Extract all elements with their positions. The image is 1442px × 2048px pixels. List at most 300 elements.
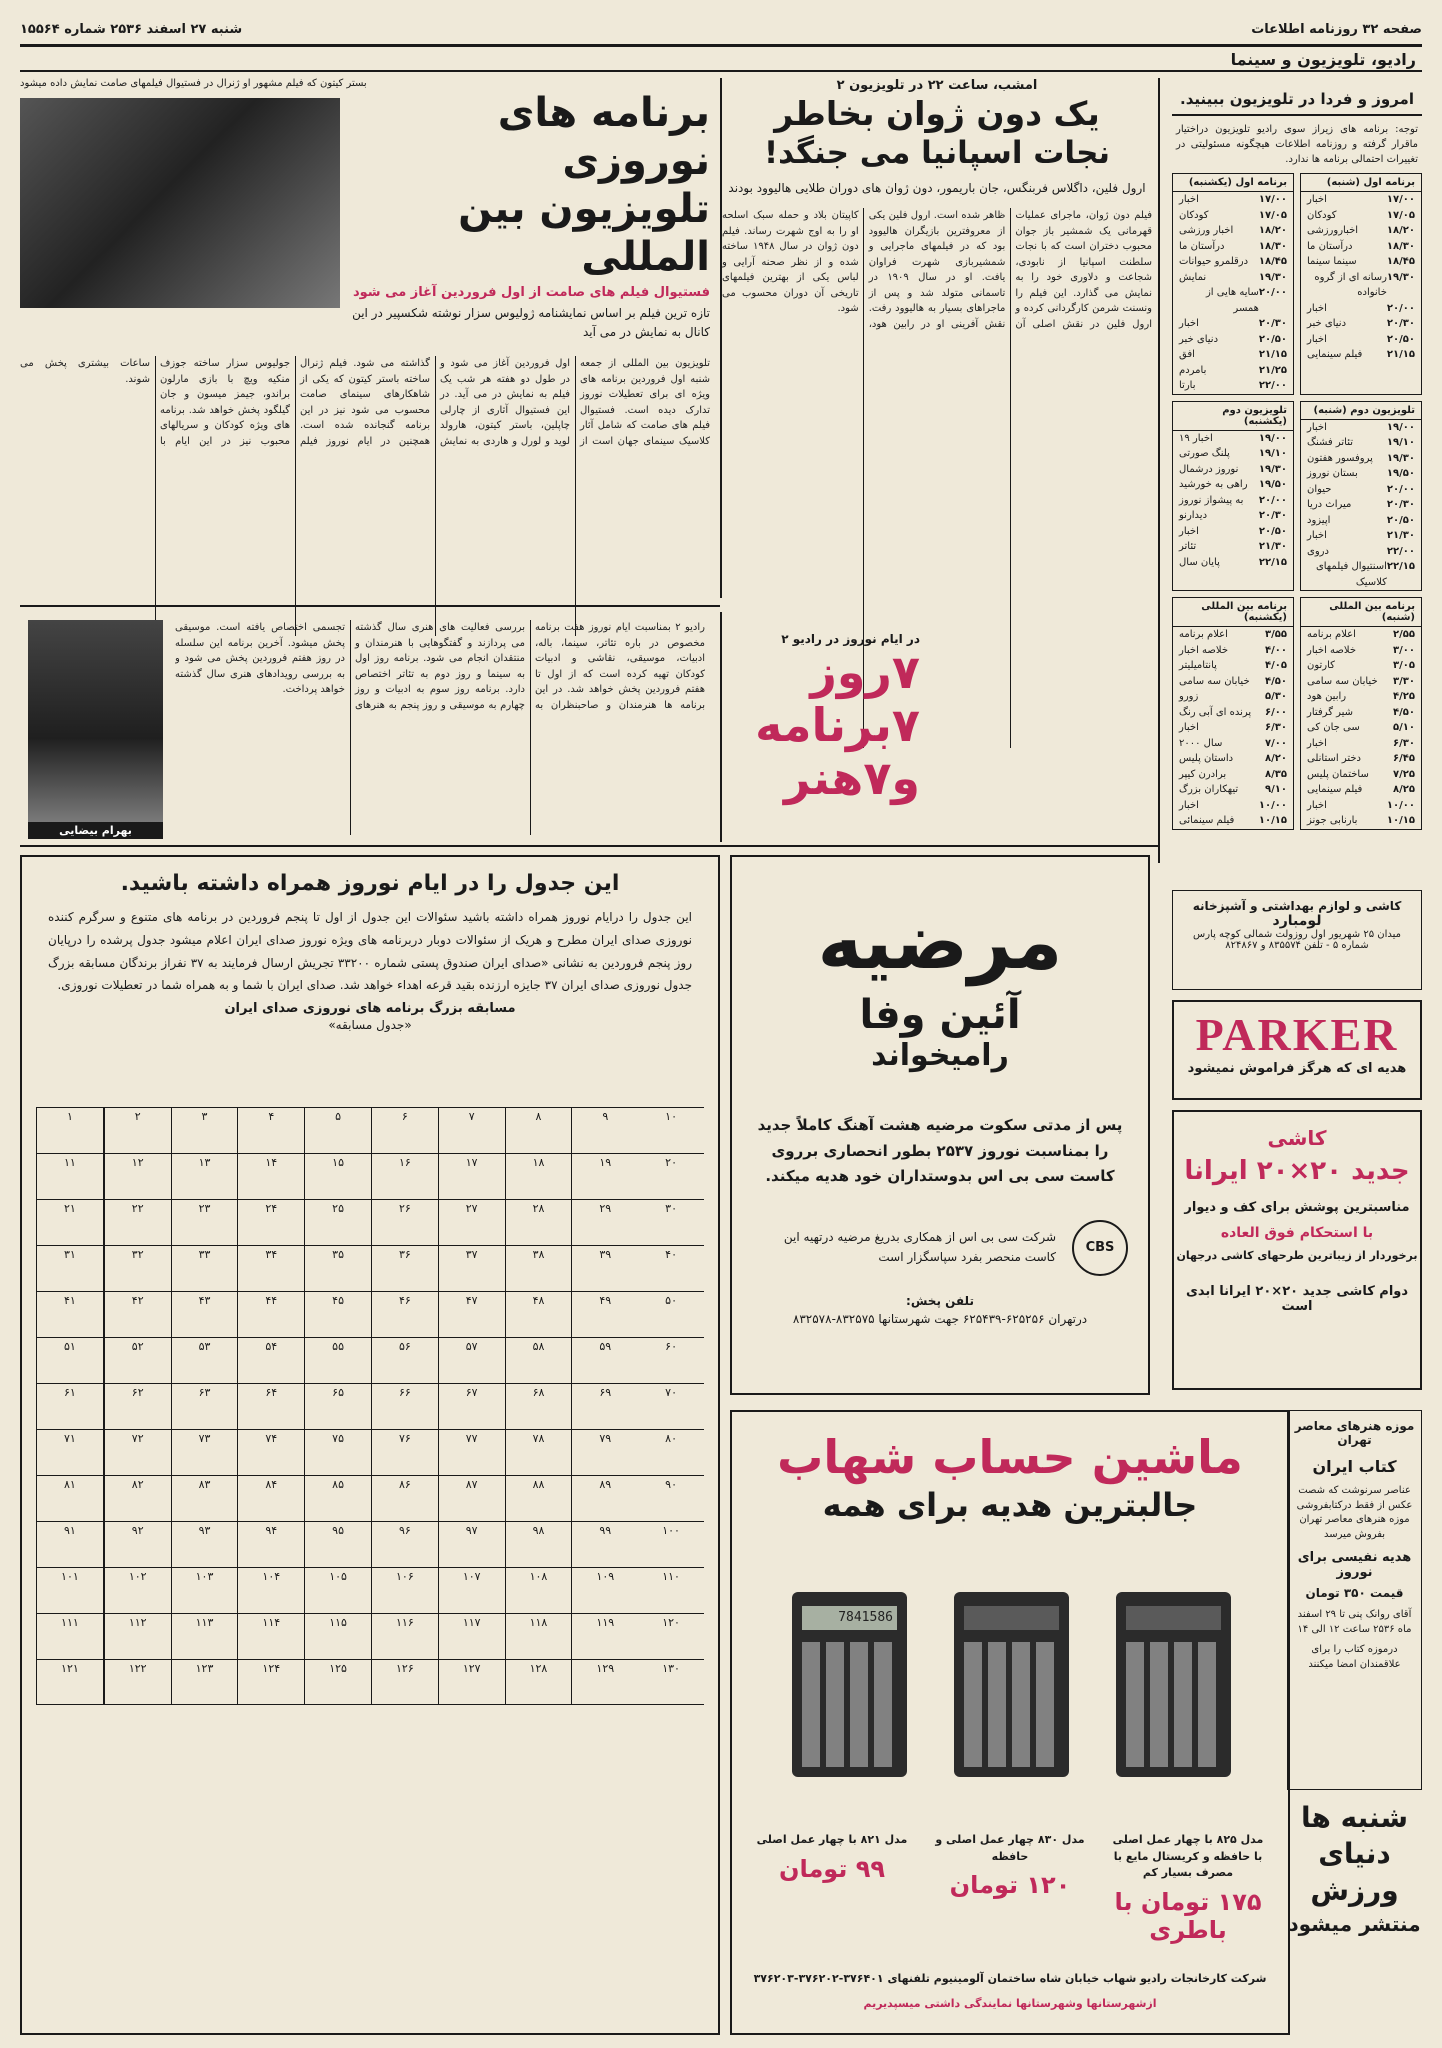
- puzzle-cell[interactable]: ۹۳: [171, 1522, 238, 1567]
- schedule-time: ۹/۱۰: [1265, 784, 1287, 795]
- nowruz-puzzle: [20, 855, 720, 2035]
- schedule-row: [1301, 705, 1421, 721]
- schedule-row: [1301, 497, 1421, 513]
- puzzle-cell[interactable]: ۸۱: [36, 1476, 104, 1521]
- puzzle-body: این جدول را درایام نوروز همراه داشته باشید سئوالات این جدول از اول تا پنجم فروردین در برنامه های متنوع و سرگرم کننده نوروزی صدای ایران مطرح و هریک از سئوالات دوبار دربرنامه های ویژه نوروز صدای ایران اعلام میشود جدول پرشده را درپایان روز پنجم فروردین به نشانی «صدای ایران صندوق پستی شماره ۳۳۲۰۰ تجریش ارسال فرمایند به ۳۷ نفراز برندگان مسابقه بزرگ جدول نوروزی صدای ایران ۳۷ جایزه ارزنده بقید قرعه اهداء خواهد شد. صدای ایران با شما و به همراه شما در تعطیلات نوروزی.: [48, 910, 693, 993]
- puzzle-cell[interactable]: ۳۸: [505, 1246, 572, 1291]
- ad-marzieh-name: مرضیه: [817, 897, 1063, 986]
- intl-subheadline-1: فستیوال فیلم های صامت از اول فروردین آغاز می شود: [352, 285, 710, 300]
- schedule-row: [1173, 208, 1293, 224]
- puzzle-cell[interactable]: ۲۶: [371, 1200, 438, 1245]
- schedule-row: [1301, 420, 1421, 436]
- schedule-row: [1173, 736, 1293, 752]
- schedule-time: ۲۱/۱۵: [1258, 349, 1287, 360]
- schedule-row: [1301, 208, 1421, 224]
- ad-irana-tile: [1172, 1110, 1422, 1390]
- ad-tile-line1: مناسبترین پوشش برای کف و دیوار: [1184, 1200, 1410, 1215]
- schedule-show: اخبار: [1307, 302, 1327, 314]
- puzzle-cell[interactable]: ۶۹: [571, 1384, 638, 1429]
- puzzle-cell[interactable]: ۸۴: [237, 1476, 304, 1521]
- puzzle-cell[interactable]: ۴۱: [36, 1292, 104, 1337]
- puzzle-cell[interactable]: ۸۸: [505, 1476, 572, 1521]
- schedule-show: شیر گرفتار: [1307, 706, 1354, 718]
- puzzle-cell[interactable]: ۷۴: [237, 1430, 304, 1475]
- schedule-show: اخبار: [1179, 318, 1199, 329]
- schedule-time: ۴/۵۰: [1393, 706, 1415, 718]
- schedule-time: ۱۷/۰۵: [1386, 209, 1415, 221]
- puzzle-cell[interactable]: ۷۲: [104, 1430, 171, 1475]
- puzzle-cell[interactable]: ۱۲۰: [662, 1616, 680, 1629]
- schedule-row: [1173, 767, 1293, 783]
- puzzle-cell[interactable]: ۹: [571, 1108, 638, 1153]
- schedule-row: [1301, 301, 1421, 317]
- puzzle-cell[interactable]: ۹۸: [505, 1522, 572, 1567]
- issue-date: شنبه ۲۷ اسفند ۲۵۳۶ شماره ۱۵۵۶۴: [20, 22, 243, 37]
- schedule-time: ۸/۳۵: [1265, 768, 1287, 780]
- schedule-show: بارتا: [1179, 380, 1196, 391]
- puzzle-cell[interactable]: ۷۱: [36, 1430, 104, 1475]
- ad-marzieh-phones-label: تلفن پخش:: [906, 1293, 974, 1308]
- schedule-show: دنیای خبر: [1179, 333, 1219, 345]
- puzzle-cell[interactable]: ۱۲: [104, 1154, 171, 1199]
- puzzle-cell[interactable]: ۴۳: [171, 1292, 238, 1337]
- puzzle-cell[interactable]: ۹۷: [438, 1522, 505, 1567]
- movie-headline-1: یک دون ژوان بخاطر: [774, 94, 1100, 133]
- puzzle-cell[interactable]: ۶۵: [304, 1384, 371, 1429]
- schedule-row: [1301, 751, 1421, 767]
- puzzle-cell[interactable]: ۴: [237, 1108, 304, 1153]
- puzzle-cell[interactable]: ۲۵: [304, 1200, 371, 1245]
- puzzle-cell[interactable]: ۳: [171, 1108, 238, 1153]
- schedule-time: ۱۸/۲۰: [1386, 225, 1415, 236]
- schedule-time: ۲۰/۰۰: [1258, 494, 1287, 506]
- schedule-box-title: برنامه بین المللی (شنبه): [1301, 598, 1421, 627]
- puzzle-cell[interactable]: ۳۹: [571, 1246, 638, 1291]
- puzzle-cell[interactable]: ۱۲۲: [104, 1660, 171, 1704]
- puzzle-cell[interactable]: ۴۲: [104, 1292, 171, 1337]
- puzzle-cell[interactable]: ۱۲۵: [304, 1660, 371, 1704]
- puzzle-cell[interactable]: ۲۴: [237, 1200, 304, 1245]
- puzzle-cell[interactable]: ۳۰: [665, 1202, 677, 1215]
- puzzle-cell[interactable]: ۲۸: [505, 1200, 572, 1245]
- schedule-note: توجه: برنامه های زیراز سوی رادیو تلویزیون دراختیار ماقرار گرفته و روزنامه اطلاعات هیچگونه مسئولیتی در تغییرات احتمالی برنامه ها ندارد.: [1176, 124, 1418, 165]
- schedule-show: نمایش: [1179, 271, 1207, 283]
- puzzle-cell[interactable]: ۶: [371, 1108, 438, 1153]
- puzzle-cell[interactable]: ۵: [304, 1108, 371, 1153]
- puzzle-cell[interactable]: ۶۳: [171, 1384, 238, 1429]
- puzzle-cell[interactable]: ۷۷: [438, 1430, 505, 1475]
- puzzle-cell[interactable]: ۹۴: [237, 1522, 304, 1567]
- ad-lombard-phones: شماره ۵ - تلفن ۸۳۵۵۷۴ و ۸۲۴۸۶۷: [1225, 940, 1369, 951]
- puzzle-cell[interactable]: ۶۸: [505, 1384, 572, 1429]
- puzzle-footer-sub: «جدول مسابقه»: [328, 1018, 412, 1033]
- schedule-row: [1301, 347, 1421, 363]
- schedule-time: ۱۸/۳۰: [1258, 240, 1287, 252]
- puzzle-row: [36, 1291, 704, 1337]
- ad-tile-line2: با استحکام فوق العاده: [1220, 1225, 1374, 1241]
- puzzle-cell[interactable]: ۴۸: [505, 1292, 572, 1337]
- calc-keypad: [1126, 1642, 1221, 1767]
- schedule-time: ۱۷/۰۰: [1258, 194, 1287, 205]
- schedule-row: [1173, 446, 1293, 462]
- schedule-row: [1301, 798, 1421, 814]
- puzzle-cell[interactable]: ۱۵: [304, 1154, 371, 1199]
- puzzle-cell[interactable]: ۱۰۵: [304, 1568, 371, 1613]
- schedule-row: [1173, 813, 1293, 829]
- puzzle-cell[interactable]: ۷۹: [571, 1430, 638, 1475]
- schedule-row: [1173, 751, 1293, 767]
- puzzle-cell[interactable]: ۷۸: [505, 1430, 572, 1475]
- schedule-show: کارتون: [1307, 660, 1335, 671]
- puzzle-cell[interactable]: ۱۰: [665, 1110, 677, 1123]
- schedule-time: ۲۰/۳۰: [1258, 510, 1287, 521]
- schedule-row: [1301, 627, 1421, 643]
- schedule-row: [1301, 316, 1421, 332]
- parker-logo: PARKER: [1195, 1009, 1399, 1060]
- schedule-box: [1172, 401, 1294, 592]
- schedule-time: ۲۱/۲۵: [1258, 364, 1287, 376]
- schedule-show: زورو: [1179, 691, 1199, 702]
- intl-subheadline-2: تازه ترین فیلم بر اساس نمایشنامه ژولیوس سزار نوشته شکسپیر در این کانال به نمایش در می آید: [352, 306, 710, 340]
- puzzle-cell[interactable]: ۱۲۷: [438, 1660, 505, 1704]
- puzzle-cell[interactable]: ۱۱۴: [237, 1614, 304, 1659]
- schedule-time: ۲۰/۳۰: [1386, 318, 1415, 329]
- schedule-time: ۳/۰۰: [1393, 644, 1415, 656]
- schedule-row: [1301, 689, 1421, 705]
- schedule-time: ۱۰/۱۵: [1386, 815, 1415, 826]
- puzzle-cell[interactable]: ۵۴: [237, 1338, 304, 1383]
- intl-headline-2: تلویزیون بین المللی: [458, 186, 710, 280]
- puzzle-row: [36, 1153, 704, 1199]
- puzzle-cell[interactable]: ۳۴: [237, 1246, 304, 1291]
- puzzle-cell[interactable]: ۱۲۱: [36, 1660, 104, 1704]
- schedule-row: [1173, 378, 1293, 394]
- schedule-time: ۱۹/۳۰: [1386, 452, 1415, 464]
- puzzle-cell[interactable]: ۸۶: [371, 1476, 438, 1521]
- schedule-time: ۵/۳۰: [1265, 691, 1287, 702]
- puzzle-cell[interactable]: ۹۶: [371, 1522, 438, 1567]
- schedule-row: [1301, 559, 1421, 590]
- puzzle-cell[interactable]: ۵۲: [104, 1338, 171, 1383]
- schedule-row: [1301, 223, 1421, 239]
- schedule-heading: امروز و فردا در تلویزیون ببینید.: [1172, 84, 1422, 116]
- puzzle-cell[interactable]: ۱۲۸: [505, 1660, 572, 1704]
- ad-lombard-title: کاشی و لوازم بهداشتی و آشپزخانه: [1192, 899, 1402, 913]
- puzzle-cell[interactable]: ۵۱: [36, 1338, 104, 1383]
- schedule-time: ۳/۰۵: [1393, 660, 1415, 671]
- ad-calc-head1: ماشین حساب شهاب: [777, 1430, 1243, 1484]
- puzzle-cell[interactable]: ۱۲۶: [371, 1660, 438, 1704]
- schedule-row: [1301, 239, 1421, 255]
- schedule-time: ۱۰/۱۵: [1258, 815, 1287, 826]
- ad-parker: [1172, 1000, 1422, 1100]
- schedule-show: فیلم سینمایی: [1307, 349, 1363, 360]
- schedule-row: [1173, 347, 1293, 363]
- calc-model-price: ۹۹ تومان: [778, 1854, 886, 1883]
- schedule-time: ۱۹/۰۰: [1386, 421, 1415, 433]
- puzzle-cell[interactable]: ۱۱۸: [505, 1614, 572, 1659]
- schedule-time: ۲۰/۰۰: [1386, 483, 1415, 495]
- schedule-time: ۵/۱۰: [1393, 722, 1415, 733]
- schedule-time: ۱۹/۵۰: [1386, 468, 1415, 479]
- puzzle-cell[interactable]: ۱۱۱: [36, 1614, 104, 1659]
- puzzle-cell[interactable]: ۹۲: [104, 1522, 171, 1567]
- section-title: رادیو، تلویزیون و سینما: [1230, 50, 1416, 69]
- puzzle-cell[interactable]: ۲۷: [438, 1200, 505, 1245]
- puzzle-cell[interactable]: ۱۲۹: [571, 1660, 638, 1704]
- schedule-show: دروی: [1307, 545, 1329, 557]
- schedule-show: اخبار: [1307, 737, 1327, 749]
- schedule-row: [1173, 493, 1293, 509]
- schedule-show: کودکان: [1179, 209, 1209, 221]
- ad-lombard: [1172, 890, 1422, 990]
- column-divider: [1158, 78, 1160, 863]
- schedule-time: ۱۰/۰۰: [1386, 799, 1415, 811]
- ad-marzieh: [730, 855, 1150, 1395]
- ad-marzieh-line1: آئین وفا: [859, 992, 1021, 1038]
- puzzle-cell[interactable]: ۱۱۳: [171, 1614, 238, 1659]
- schedule-show: پرنده ای آبی رنگ: [1179, 706, 1252, 718]
- puzzle-row: [36, 1521, 704, 1567]
- puzzle-cell[interactable]: ۱۰۲: [104, 1568, 171, 1613]
- schedule-show: تئاتر فشنگ: [1307, 437, 1353, 448]
- schedule-time: ۶/۴۵: [1393, 753, 1415, 764]
- puzzle-cell[interactable]: ۵۶: [371, 1338, 438, 1383]
- schedule-row: [1173, 508, 1293, 524]
- puzzle-cell[interactable]: ۱۰۹: [571, 1568, 638, 1613]
- puzzle-cell[interactable]: ۱۰۶: [371, 1568, 438, 1613]
- schedule-row: [1173, 705, 1293, 721]
- puzzle-cell[interactable]: ۶۰: [665, 1340, 677, 1353]
- puzzle-cell[interactable]: ۴۷: [438, 1292, 505, 1337]
- schedule-show: سینما سینما: [1307, 256, 1357, 267]
- schedule-row: [1173, 689, 1293, 705]
- puzzle-grid[interactable]: [36, 1107, 704, 1705]
- schedule-show: داستان پلیس: [1179, 753, 1234, 764]
- ad-sport-line2: دنیای: [1318, 1837, 1391, 1871]
- schedule-time: ۲۰/۵۰: [1258, 525, 1287, 537]
- puzzle-cell[interactable]: ۳۱: [36, 1246, 104, 1291]
- puzzle-cell[interactable]: ۱۱۷: [438, 1614, 505, 1659]
- puzzle-cell[interactable]: ۲: [104, 1108, 171, 1153]
- puzzle-cell[interactable]: ۵۸: [505, 1338, 572, 1383]
- ad-museum: [1287, 1410, 1422, 1790]
- ad-lombard-brand: لومبارد: [1272, 913, 1322, 929]
- puzzle-cell[interactable]: ۶۴: [237, 1384, 304, 1429]
- puzzle-cell[interactable]: ۸۰: [665, 1432, 677, 1445]
- schedule-show: رسانه ای از گروه خانواده: [1314, 271, 1387, 298]
- ad-sport-line1: شنبه ها: [1300, 1801, 1409, 1834]
- ad-calc-footer2: ازشهرستانها وشهرستانها نمایندگی داشتی میسپدیریم: [863, 1997, 1157, 2010]
- puzzle-cell[interactable]: ۲۰: [665, 1156, 677, 1169]
- puzzle-cell[interactable]: ۱۱۶: [371, 1614, 438, 1659]
- schedule-show: به پیشواز نوروز: [1179, 494, 1244, 506]
- puzzle-cell[interactable]: ۱۲۳: [171, 1660, 238, 1704]
- schedule-show: حیوان: [1307, 483, 1332, 495]
- radio-line-1: ۷روز: [810, 645, 920, 699]
- puzzle-cell[interactable]: ۱۶: [371, 1154, 438, 1199]
- puzzle-cell[interactable]: ۲۱: [36, 1200, 104, 1245]
- ad-museum-book: کتاب ایران: [1312, 1457, 1397, 1476]
- schedule-time: ۶/۳۰: [1265, 722, 1287, 733]
- puzzle-cell[interactable]: ۱: [36, 1108, 104, 1153]
- puzzle-cell[interactable]: ۴۴: [237, 1292, 304, 1337]
- puzzle-cell[interactable]: ۱۲۴: [237, 1660, 304, 1704]
- schedule-show: اخبار: [1179, 799, 1199, 811]
- puzzle-cell[interactable]: ۸: [505, 1108, 572, 1153]
- schedule-show: پلنگ صورتی: [1179, 448, 1230, 459]
- puzzle-cell[interactable]: ۲۲: [104, 1200, 171, 1245]
- puzzle-footer: مسابقه بزرگ برنامه های نوروزی صدای ایران: [224, 1001, 516, 1017]
- puzzle-cell[interactable]: ۴۵: [304, 1292, 371, 1337]
- schedule-show: دختر استانلی: [1307, 753, 1361, 764]
- calculator-830-icon: [954, 1592, 1069, 1777]
- schedule-row: [1301, 782, 1421, 798]
- schedule-row: [1173, 192, 1293, 208]
- ad-sport-line4: منتشر میشود: [1288, 1912, 1421, 1937]
- schedule-time: ۴/۰۰: [1265, 644, 1287, 656]
- puzzle-cell[interactable]: ۶۶: [371, 1384, 438, 1429]
- schedule-show: خلاصه اخبار: [1179, 644, 1229, 656]
- puzzle-cell[interactable]: ۸۲: [104, 1476, 171, 1521]
- ad-marzieh-company: شرکت سی بی اس از همکاری بدریغ مرضیه درتهیه این کاست منحصر بفرد سپاسگزار است: [783, 1230, 1056, 1264]
- puzzle-cell[interactable]: ۱۷: [438, 1154, 505, 1199]
- puzzle-row: [36, 1245, 704, 1291]
- schedule-time: ۱۹/۳۰: [1386, 271, 1415, 283]
- ad-calc-head2: جالبترین هدیه برای همه: [822, 1486, 1198, 1524]
- puzzle-cell[interactable]: ۱۸: [505, 1154, 572, 1199]
- schedule-box-title: برنامه اول (یکشنبه): [1173, 174, 1293, 192]
- puzzle-cell[interactable]: ۷۳: [171, 1430, 238, 1475]
- schedule-show: اعلام برنامه: [1307, 629, 1356, 640]
- calculator-825-icon: [792, 1592, 907, 1777]
- puzzle-cell[interactable]: ۱۴: [237, 1154, 304, 1199]
- puzzle-cell[interactable]: ۱۹: [571, 1154, 638, 1199]
- puzzle-cell[interactable]: ۱۱۰: [662, 1570, 680, 1583]
- schedule-show: فیلم سینمایی: [1307, 784, 1363, 795]
- schedule-time: ۴/۰۵: [1265, 660, 1287, 671]
- puzzle-cell[interactable]: ۸۷: [438, 1476, 505, 1521]
- ad-museum-gift: هدیه نفیسی برای نوروز: [1297, 1550, 1412, 1580]
- schedule-row: [1301, 767, 1421, 783]
- puzzle-cell[interactable]: ۵۳: [171, 1338, 238, 1383]
- puzzle-cell[interactable]: ۷۵: [304, 1430, 371, 1475]
- schedule-time: ۱۹/۰۰: [1258, 432, 1287, 444]
- puzzle-cell[interactable]: ۵۵: [304, 1338, 371, 1383]
- puzzle-cell[interactable]: ۵۰: [665, 1294, 677, 1307]
- puzzle-cell[interactable]: ۷۰: [665, 1386, 677, 1399]
- puzzle-cell[interactable]: ۱۱: [36, 1154, 104, 1199]
- puzzle-cell[interactable]: ۴۹: [571, 1292, 638, 1337]
- puzzle-row: [36, 1567, 704, 1613]
- puzzle-cell[interactable]: ۵۷: [438, 1338, 505, 1383]
- schedule-time: ۱۹/۳۰: [1258, 271, 1287, 283]
- puzzle-cell[interactable]: ۷۶: [371, 1430, 438, 1475]
- puzzle-cell[interactable]: ۱۰۱: [36, 1568, 104, 1613]
- schedule-row: [1301, 254, 1421, 270]
- schedule-show: پروفسور هفتون: [1307, 452, 1373, 464]
- puzzle-cell[interactable]: ۱۰۴: [237, 1568, 304, 1613]
- schedule-time: ۳/۳۰: [1393, 675, 1415, 687]
- puzzle-cell[interactable]: ۱۰۸: [505, 1568, 572, 1613]
- puzzle-cell[interactable]: ۳۳: [171, 1246, 238, 1291]
- puzzle-cell[interactable]: ۳۲: [104, 1246, 171, 1291]
- puzzle-cell[interactable]: ۶۲: [104, 1384, 171, 1429]
- schedule-time: ۳/۵۵: [1265, 629, 1287, 640]
- puzzle-cell[interactable]: ۳۷: [438, 1246, 505, 1291]
- schedule-show: کودکان: [1307, 209, 1337, 221]
- puzzle-cell[interactable]: ۳۶: [371, 1246, 438, 1291]
- puzzle-cell[interactable]: ۴۰: [665, 1248, 677, 1261]
- schedule-show: اخبار: [1307, 530, 1327, 541]
- puzzle-cell[interactable]: ۶۷: [438, 1384, 505, 1429]
- puzzle-cell[interactable]: ۱۰۳: [171, 1568, 238, 1613]
- puzzle-cell[interactable]: ۷: [438, 1108, 505, 1153]
- puzzle-cell[interactable]: ۹۱: [36, 1522, 104, 1567]
- schedule-row: [1173, 524, 1293, 540]
- puzzle-cell[interactable]: ۶۱: [36, 1384, 104, 1429]
- calc-model-price: ۱۷۵ تومان با باطری: [1114, 1887, 1262, 1944]
- schedule-show: دیدارنو: [1179, 510, 1208, 521]
- schedule-time: ۱۹/۱۰: [1258, 448, 1287, 459]
- puzzle-cell[interactable]: ۹۰: [665, 1478, 677, 1491]
- puzzle-cell[interactable]: ۹۹: [571, 1522, 638, 1567]
- schedule-row: [1301, 466, 1421, 482]
- schedule-time: ۲۰/۵۰: [1386, 514, 1415, 526]
- puzzle-cell[interactable]: ۱۳۰: [662, 1662, 680, 1675]
- schedule-row: [1173, 363, 1293, 379]
- schedule-show: اخبار: [1307, 333, 1327, 345]
- schedule-box-title: تلویزیون دوم (شنبه): [1301, 402, 1421, 420]
- ad-tile-line3: برخوردار از زیباترین طرحهای کاشی درجهان: [1176, 1249, 1418, 1262]
- puzzle-cell[interactable]: ۱۳: [171, 1154, 238, 1199]
- puzzle-cell[interactable]: ۸۹: [571, 1476, 638, 1521]
- puzzle-cell[interactable]: ۱۰۷: [438, 1568, 505, 1613]
- schedule-show: اخبار: [1179, 194, 1199, 205]
- schedule-row: [1173, 462, 1293, 478]
- puzzle-cell[interactable]: ۱۱۲: [104, 1614, 171, 1659]
- movie-body: فیلم دون ژوان، ماجرای عملیات قهرمانی یک شمشیر باز جوان محبوب دختران است که با نجات سلطنت اسپانیا از نابودی، شجاعت و دلاوری خود را به نمایش می گذارد. این فیلم را ونسنت شرمن کارگردانی کرده و ارول فلین در نقش اصلی آن ظاهر شده است. ارول فلین یکی از معروفترین بازیگران هالیوود بود که در فیلمهای ماجرایی و شمشیربازی شهرت فراوان یافت. او در سال ۱۹۰۹ در تاسمانی متولد شد و پس از ماجراهای بسیار به هالیوود رفت. نقش آفرینی او در رابین هود، کاپیتان بلاد و حمله سبک اسلحه او را به اوج شهرت رساند. فیلم دون ژوان در سال ۱۹۴۸ ساخته شده و از نظر صحنه آرایی و لباس یکی از بهترین فیلمهای تاریخی آن دوران محسوب می شود.: [722, 210, 1152, 330]
- schedule-row: [1301, 736, 1421, 752]
- schedule-show: اخبار ۱۹: [1179, 432, 1213, 444]
- schedule-time: ۷/۰۰: [1265, 737, 1287, 749]
- puzzle-row: [36, 1429, 704, 1475]
- calc-model: [1108, 1832, 1268, 1944]
- schedule-time: ۱۰/۰۰: [1258, 799, 1287, 811]
- tv-schedule: [1172, 84, 1422, 884]
- ad-marzieh-body: پس از مدتی سکوت مرضیه هشت آهنگ کاملاً جدید را بمناسبت نوروز ۲۵۳۷ بطور انحصاری برروی کاست سی بی اس بدوستداران خود هدیه میکند.: [757, 1116, 1123, 1185]
- puzzle-cell[interactable]: ۱۰۰: [662, 1524, 680, 1537]
- puzzle-cell[interactable]: ۸۳: [171, 1476, 238, 1521]
- puzzle-cell[interactable]: ۲۹: [571, 1200, 638, 1245]
- schedule-row: [1173, 477, 1293, 493]
- puzzle-cell[interactable]: ۱۱۵: [304, 1614, 371, 1659]
- puzzle-cell[interactable]: ۱۱۹: [571, 1614, 638, 1659]
- schedule-box: [1172, 597, 1294, 830]
- ad-museum-body: عناصر سرنوشت که شصت عکس از فقط درکتابفروشی موزه هنرهای معاصر تهران بفروش میرسد: [1296, 1485, 1413, 1540]
- movie-subheadline: ارول فلین، داگلاس فربنگس، جان باریمور، دون ژوان های دوران طلایی هالیوود بودند: [728, 181, 1146, 195]
- schedule-row: [1173, 254, 1293, 270]
- puzzle-cell[interactable]: ۹۵: [304, 1522, 371, 1567]
- schedule-show: راهی به خورشید: [1179, 479, 1248, 490]
- puzzle-cell[interactable]: ۴۶: [371, 1292, 438, 1337]
- calc-model: [752, 1832, 912, 1944]
- puzzle-cell[interactable]: ۵۹: [571, 1338, 638, 1383]
- puzzle-cell[interactable]: ۳۵: [304, 1246, 371, 1291]
- schedule-box: [1300, 597, 1422, 830]
- puzzle-cell[interactable]: ۲۳: [171, 1200, 238, 1245]
- puzzle-cell[interactable]: ۸۵: [304, 1476, 371, 1521]
